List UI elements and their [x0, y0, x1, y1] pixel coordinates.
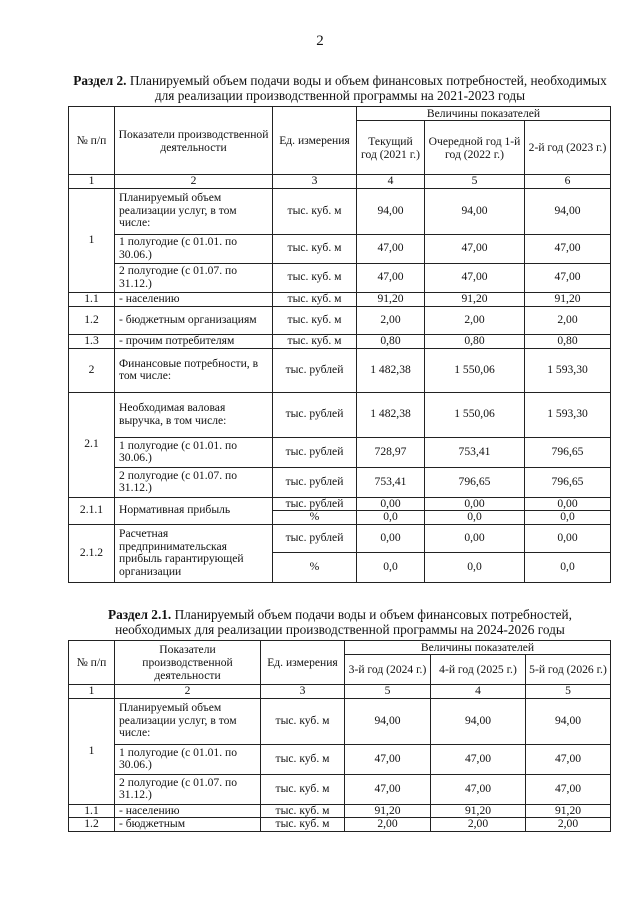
row-unit: тыс. куб. м — [273, 334, 357, 348]
row-name: Расчетная предпринимательская прибыль гарантирующей организации — [115, 524, 273, 582]
table-row — [69, 292, 611, 306]
col-number: 5 — [425, 175, 525, 189]
row-unit: % — [273, 552, 357, 582]
value-cell: 1 593,30 — [525, 348, 611, 392]
row-number: 2.1.2 — [69, 524, 115, 582]
row-name: Необходимая валовая выручка, в том числе: — [115, 392, 273, 437]
value-cell: 2,00 — [425, 306, 525, 334]
value-cell: 47,00 — [345, 744, 431, 774]
table-row — [69, 306, 611, 334]
table-row — [69, 818, 611, 832]
row-number: 1.2 — [69, 306, 115, 334]
value-cell: 796,65 — [525, 467, 611, 497]
row-unit: % — [273, 511, 357, 525]
value-cell: 47,00 — [526, 774, 611, 804]
row-number: 1.1 — [69, 292, 115, 306]
row-unit: тыс. куб. м — [273, 306, 357, 334]
value-cell: 94,00 — [526, 698, 611, 744]
value-cell: 0,0 — [525, 552, 611, 582]
header-indicator: Показатели производственной деятельности — [115, 107, 273, 175]
value-cell: 47,00 — [431, 774, 526, 804]
table-row — [69, 698, 611, 744]
row-unit: тыс. рублей — [273, 467, 357, 497]
value-cell: 91,20 — [526, 804, 611, 818]
value-cell: 728,97 — [357, 437, 425, 467]
value-cell: 2,00 — [357, 306, 425, 334]
value-cell: 0,80 — [357, 334, 425, 348]
value-cell: 91,20 — [525, 292, 611, 306]
row-unit: тыс. куб. м — [261, 744, 345, 774]
value-cell: 0,00 — [525, 497, 611, 511]
value-cell: 2,00 — [525, 306, 611, 334]
value-cell: 0,00 — [425, 497, 525, 511]
row-unit: тыс. куб. м — [261, 818, 345, 832]
row-unit: тыс. куб. м — [273, 188, 357, 234]
table-row — [69, 188, 611, 234]
header-year-2022: Очередной год 1-й год (2022 г.) — [425, 121, 525, 175]
row-unit: тыс. рублей — [273, 437, 357, 467]
value-cell: 0,00 — [357, 497, 425, 511]
value-cell: 1 482,38 — [357, 348, 425, 392]
col-number: 2 — [115, 175, 273, 189]
row-number: 1 — [69, 188, 115, 292]
row-name: 2 полугодие (с 01.07. по 31.12.) — [115, 263, 273, 292]
value-cell: 47,00 — [425, 234, 525, 263]
header-unit: Ед. измерения — [261, 641, 345, 685]
row-name: Нормативная прибыль — [115, 497, 273, 524]
value-cell: 91,20 — [357, 292, 425, 306]
row-number: 1 — [69, 698, 115, 804]
section-2-title: Планируемый объем подачи воды и объем финансовых потребностей, необходимых для реализации производственной программы на 2021-2023 годы — [126, 73, 607, 103]
value-cell: 1 550,06 — [425, 348, 525, 392]
table-row — [69, 497, 611, 511]
value-cell: 2,00 — [526, 818, 611, 832]
value-cell: 91,20 — [431, 804, 526, 818]
value-cell: 47,00 — [431, 744, 526, 774]
value-cell: 1 550,06 — [425, 392, 525, 437]
table-row — [69, 334, 611, 348]
col-number: 4 — [431, 685, 526, 699]
header-indicator: Показатели производственной деятельности — [115, 641, 261, 685]
table-row — [69, 348, 611, 392]
table-row — [69, 392, 611, 437]
value-cell: 796,65 — [425, 467, 525, 497]
header-num: № п/п — [69, 107, 115, 175]
row-name: Планируемый объем реализации услуг, в том числе: — [115, 698, 261, 744]
col-number: 4 — [357, 175, 425, 189]
table-row — [69, 234, 611, 263]
row-unit: тыс. куб. м — [273, 263, 357, 292]
row-name: 1 полугодие (с 01.01. по 30.06.) — [115, 437, 273, 467]
row-unit: тыс. куб. м — [261, 804, 345, 818]
header-values: Величины показателей — [357, 107, 611, 121]
row-number: 1.2 — [69, 818, 115, 832]
col-number: 3 — [273, 175, 357, 189]
row-unit: тыс. рублей — [273, 348, 357, 392]
value-cell: 94,00 — [525, 188, 611, 234]
section-2-label: Раздел 2. — [73, 73, 127, 88]
value-cell: 94,00 — [345, 698, 431, 744]
header-unit: Ед. измерения — [273, 107, 357, 175]
header-year-2021: Текущий год (2021 г.) — [357, 121, 425, 175]
row-name: 1 полугодие (с 01.01. по 30.06.) — [115, 744, 261, 774]
value-cell: 94,00 — [357, 188, 425, 234]
row-name: - бюджетным — [115, 818, 261, 832]
value-cell: 753,41 — [357, 467, 425, 497]
value-cell: 753,41 — [425, 437, 525, 467]
value-cell: 0,0 — [357, 511, 425, 525]
page-number: 2 — [316, 33, 324, 49]
row-name: - населению — [115, 292, 273, 306]
header-year-2026: 5-й год (2026 г.) — [526, 655, 611, 685]
table-row — [69, 744, 611, 774]
col-number: 2 — [115, 685, 261, 699]
table-2021-2023 — [68, 106, 611, 583]
section-2-1-heading — [70, 607, 610, 637]
row-number: 1.1 — [69, 804, 115, 818]
value-cell: 91,20 — [425, 292, 525, 306]
value-cell: 2,00 — [431, 818, 526, 832]
row-unit: тыс. рублей — [273, 524, 357, 552]
row-name: 2 полугодие (с 01.07. по 31.12.) — [115, 467, 273, 497]
row-name: - прочим потребителям — [115, 334, 273, 348]
row-name: Планируемый объем реализации услуг, в том числе: — [115, 188, 273, 234]
table-row — [69, 804, 611, 818]
section-2-1-title: Планируемый объем подачи воды и объем финансовых потребностей, необходимых для реализации производственной программы на 2024-2026 годы — [115, 607, 572, 637]
col-number: 6 — [525, 175, 611, 189]
table-2024-2026 — [68, 640, 611, 832]
header-year-2023: 2-й год (2023 г.) — [525, 121, 611, 175]
value-cell: 0,80 — [425, 334, 525, 348]
column-numbers-row — [69, 175, 611, 189]
header-num: № п/п — [69, 641, 115, 685]
header-year-2025: 4-й год (2025 г.) — [431, 655, 526, 685]
row-number: 1.3 — [69, 334, 115, 348]
section-2-1-label: Раздел 2.1. — [108, 607, 172, 622]
value-cell: 0,00 — [425, 524, 525, 552]
value-cell: 47,00 — [357, 263, 425, 292]
value-cell: 0,00 — [357, 524, 425, 552]
col-number: 3 — [261, 685, 345, 699]
value-cell: 0,0 — [357, 552, 425, 582]
row-unit: тыс. куб. м — [261, 698, 345, 744]
value-cell: 0,0 — [425, 552, 525, 582]
row-name: Финансовые потребности, в том числе: — [115, 348, 273, 392]
value-cell: 91,20 — [345, 804, 431, 818]
table-row — [69, 774, 611, 804]
row-name: 2 полугодие (с 01.07. по 31.12.) — [115, 774, 261, 804]
row-number: 2.1.1 — [69, 497, 115, 524]
table-row — [69, 467, 611, 497]
row-name: - бюджетным организациям — [115, 306, 273, 334]
row-unit: тыс. куб. м — [261, 774, 345, 804]
value-cell: 47,00 — [526, 744, 611, 774]
header-values: Величины показателей — [345, 641, 611, 655]
value-cell: 47,00 — [345, 774, 431, 804]
value-cell: 1 593,30 — [525, 392, 611, 437]
row-number: 2.1 — [69, 392, 115, 497]
value-cell: 47,00 — [525, 263, 611, 292]
row-number: 2 — [69, 348, 115, 392]
value-cell: 47,00 — [357, 234, 425, 263]
col-number: 5 — [345, 685, 431, 699]
value-cell: 0,80 — [525, 334, 611, 348]
table-row — [69, 524, 611, 552]
value-cell: 0,0 — [425, 511, 525, 525]
table-row — [69, 437, 611, 467]
value-cell: 47,00 — [525, 234, 611, 263]
value-cell: 796,65 — [525, 437, 611, 467]
row-name: 1 полугодие (с 01.01. по 30.06.) — [115, 234, 273, 263]
value-cell: 2,00 — [345, 818, 431, 832]
table-row — [69, 263, 611, 292]
value-cell: 94,00 — [431, 698, 526, 744]
row-name: - населению — [115, 804, 261, 818]
col-number: 1 — [69, 685, 115, 699]
col-number: 5 — [526, 685, 611, 699]
value-cell: 94,00 — [425, 188, 525, 234]
value-cell: 0,00 — [525, 524, 611, 552]
value-cell: 1 482,38 — [357, 392, 425, 437]
row-unit: тыс. рублей — [273, 497, 357, 511]
value-cell: 0,0 — [525, 511, 611, 525]
column-numbers-row — [69, 685, 611, 699]
header-year-2024: 3-й год (2024 г.) — [345, 655, 431, 685]
value-cell: 47,00 — [425, 263, 525, 292]
row-unit: тыс. куб. м — [273, 292, 357, 306]
row-unit: тыс. рублей — [273, 392, 357, 437]
section-2-heading — [70, 73, 610, 103]
row-unit: тыс. куб. м — [273, 234, 357, 263]
col-number: 1 — [69, 175, 115, 189]
